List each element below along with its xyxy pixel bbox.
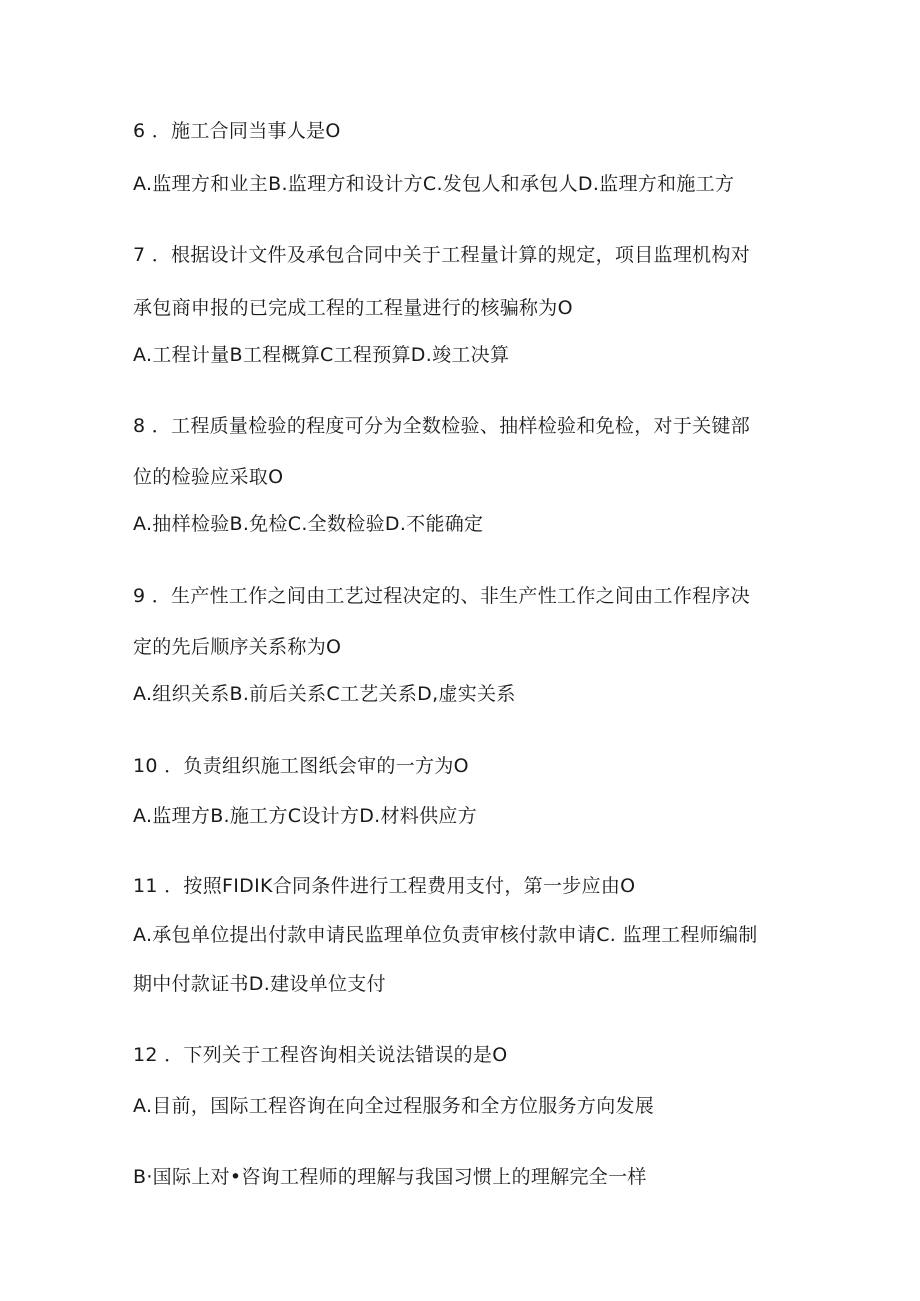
question-8-options: A.抽样检验B.免检C.全数检验D.不能确定 — [133, 513, 484, 535]
question-7-options: A.工程计量B工程概算C工程预算D.竣工决算 — [133, 344, 510, 366]
question-12-option-a: A.目前，国际工程咨询在向全过程服务和全方位服务方向发展 — [133, 1095, 655, 1117]
question-6-text: 6 ．施工合同当事人是O — [133, 120, 341, 142]
question-9-text-line-2: 定的先后顺序关系称为O — [133, 636, 342, 658]
question-8-text-line-2: 位的检验应采取O — [133, 466, 284, 488]
question-11-text: 11 ．按照FIDIK合同条件进行工程费用支付，第一步应由O — [133, 875, 636, 897]
question-12-option-b: B·国际上对•咨询工程师的理解与我国习惯上的理解完全一样 — [133, 1166, 647, 1188]
question-10-text: 10 ．负责组织施工图纸会审的一方为O — [133, 755, 469, 777]
question-12-text: 12 ．下列关于工程咨询相关说法错误的是O — [133, 1044, 508, 1066]
question-11-options-line-2: 期中付款证书D.建设单位支付 — [133, 973, 386, 995]
question-8-text-line-1: 8 ．工程质量检验的程度可分为全数检验、抽样检验和免检，对于关键部 — [133, 415, 751, 437]
question-10-options: A.监理方B.施工方C设计方D.材料供应方 — [133, 805, 478, 827]
question-9-text-line-1: 9 ．生产性工作之间由工艺过程决定的、非生产性工作之间由工作程序决 — [133, 585, 751, 607]
question-7-text-line-2: 承包商申报的已完成工程的工程量进行的核骗称为O — [133, 297, 573, 319]
question-7-text-line-1: 7 ．根据设计文件及承包合同中关于工程量计算的规定，项目监理机构对 — [133, 244, 751, 266]
question-6-options: A.监理方和业主B.监理方和设计方C.发包人和承包人D.监理方和施工方 — [133, 173, 735, 195]
question-9-options: A.组织关系B.前后关系C工艺关系D,虚实关系 — [133, 683, 516, 705]
question-11-options-line-1: A.承包单位提出付款申请民监理单位负责审核付款申请C. 监理工程师编制 — [133, 924, 758, 946]
